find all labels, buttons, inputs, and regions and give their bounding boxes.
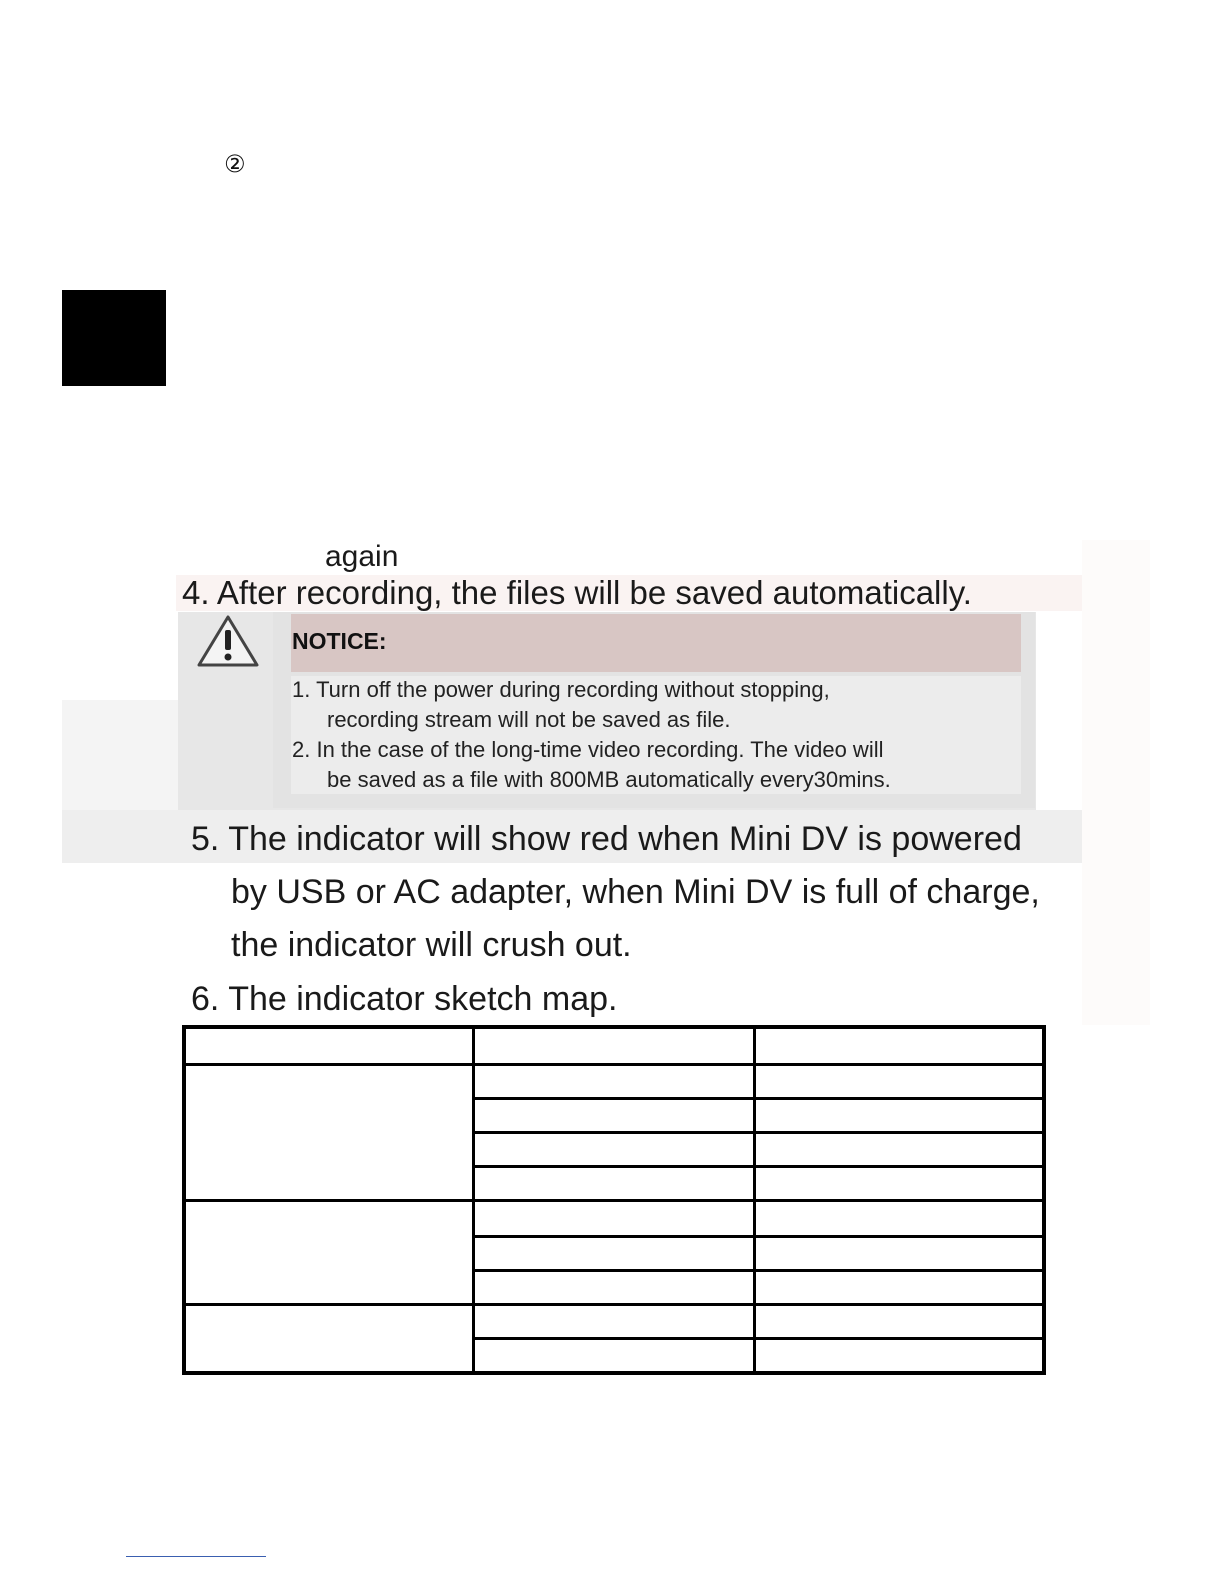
table-cell (473, 1201, 754, 1236)
warning-triangle-icon (196, 614, 260, 668)
notice-item-2-line-2: be saved as a file with 800MB automatically every30mins. (327, 767, 891, 792)
table-header-row (184, 1027, 1044, 1064)
table-cell (473, 1064, 754, 1098)
table-cell (473, 1339, 754, 1373)
table-cell (754, 1167, 1044, 1201)
indicator-table (182, 1025, 1046, 1375)
table-group-label (184, 1064, 473, 1201)
continued-text: again (325, 540, 399, 573)
table-row (184, 1064, 1044, 1098)
table-cell (473, 1305, 754, 1339)
footnote-rule (126, 1556, 266, 1557)
table-group-label (184, 1305, 473, 1373)
step-5-line-3: the indicator will crush out. (231, 926, 632, 964)
table-header-cell (473, 1027, 754, 1064)
table-cell (754, 1098, 1044, 1132)
table-cell (473, 1270, 754, 1304)
table-cell (754, 1064, 1044, 1098)
notice-title: NOTICE: (292, 628, 387, 654)
table-cell (754, 1133, 1044, 1167)
table-cell (754, 1305, 1044, 1339)
step-4-text: 4. After recording, the files will be saved automatically. (182, 574, 972, 611)
table-row (184, 1305, 1044, 1339)
table-cell (754, 1339, 1044, 1373)
notice-item-2-line-1: 2. In the case of the long-time video recording. The video will (292, 737, 884, 762)
table-header-cell (184, 1027, 473, 1064)
table-cell (754, 1270, 1044, 1304)
table-cell (473, 1098, 754, 1132)
notice-item-1-line-1: 1. Turn off the power during recording without stopping, (292, 677, 830, 702)
table-cell (473, 1236, 754, 1270)
notice-item-1-line-2: recording stream will not be saved as file. (327, 707, 731, 732)
step-5-line-1: 5. The indicator will show red when Mini DV is powered (191, 820, 1022, 858)
table-cell (473, 1133, 754, 1167)
table-cell (754, 1201, 1044, 1236)
table-header-cell (754, 1027, 1044, 1064)
table-group-label (184, 1201, 473, 1305)
scan-shade (1082, 540, 1150, 1025)
step-5-line-2: by USB or AC adapter, when Mini DV is full of charge, (231, 873, 1040, 911)
page-number-marker: ② (224, 150, 246, 178)
section-tab (62, 290, 166, 386)
notice-header-band (291, 614, 1021, 672)
table-row (184, 1201, 1044, 1236)
table-cell (754, 1236, 1044, 1270)
step-6-text: 6. The indicator sketch map. (191, 980, 618, 1018)
table-cell (473, 1167, 754, 1201)
